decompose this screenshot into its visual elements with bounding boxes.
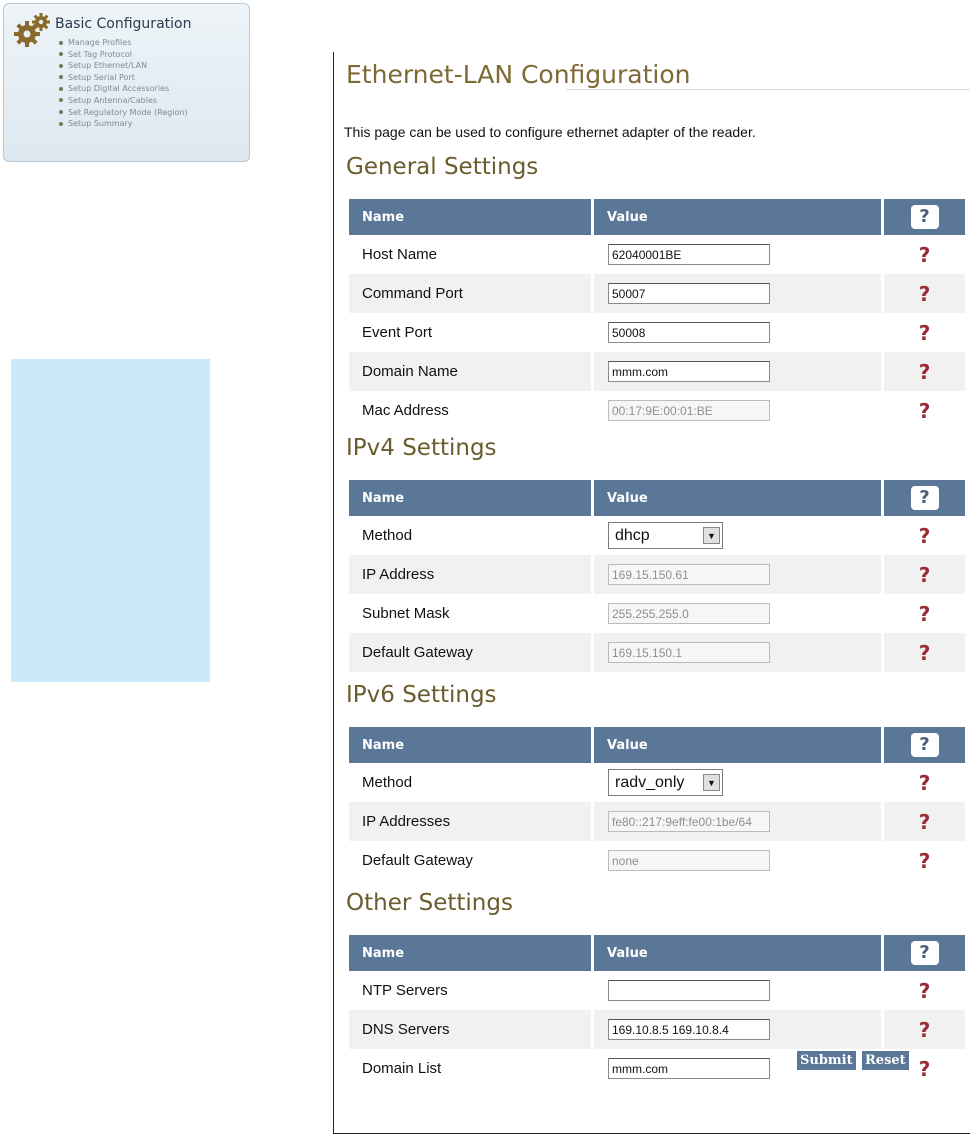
- bullet-icon: [59, 64, 63, 68]
- basic-configuration-nav: [3, 3, 250, 162]
- ipv6-method-select[interactable]: [608, 769, 723, 796]
- row-help: [884, 841, 965, 880]
- page-title: Ethernet-LAN Configuration: [346, 60, 691, 89]
- nav-title: Basic Configuration: [55, 16, 192, 32]
- command-port-input[interactable]: [608, 283, 770, 304]
- ipv6-settings-table: [349, 727, 965, 880]
- column-header-help: [884, 935, 965, 971]
- row-help: [884, 235, 965, 274]
- row-help: [884, 802, 965, 841]
- column-header-name: Name: [349, 199, 594, 235]
- help-question-icon[interactable]: ?: [918, 523, 931, 548]
- select-value: dhcp: [615, 526, 650, 544]
- side-info-panel: [11, 359, 210, 682]
- row-label-domain-name: Domain Name: [349, 352, 594, 391]
- select-value: radv_only: [615, 773, 685, 791]
- help-question-icon[interactable]: ?: [918, 1056, 931, 1081]
- nav-item-setup-digital-accessories[interactable]: [59, 83, 188, 95]
- row-value: [594, 841, 884, 880]
- help-icon[interactable]: ?: [911, 486, 939, 510]
- main-content: [333, 52, 970, 1134]
- ipv4-settings-table: [349, 480, 965, 672]
- bullet-icon: [59, 98, 63, 102]
- row-label-dns-servers: DNS Servers: [349, 1010, 594, 1049]
- chevron-down-icon: ▼: [703, 774, 720, 791]
- nav-item-setup-summary[interactable]: [59, 118, 188, 130]
- table-row: [349, 235, 965, 274]
- help-question-icon[interactable]: ?: [918, 809, 931, 834]
- row-help: [884, 555, 965, 594]
- row-value: [594, 971, 884, 1010]
- row-value: [594, 763, 884, 802]
- row-help: [884, 313, 965, 352]
- help-question-icon[interactable]: ?: [918, 640, 931, 665]
- subnet-mask-input: [608, 603, 770, 624]
- nav-item-set-tag-protocol[interactable]: [59, 49, 188, 61]
- table-row: [349, 274, 965, 313]
- ntp-servers-input[interactable]: [608, 980, 770, 1001]
- row-label-default-gateway: Default Gateway: [349, 841, 594, 880]
- help-question-icon[interactable]: ?: [918, 242, 931, 267]
- help-question-icon[interactable]: ?: [918, 848, 931, 873]
- table-row: [349, 802, 965, 841]
- table-row: [349, 971, 965, 1010]
- row-help: [884, 763, 965, 802]
- row-label-event-port: Event Port: [349, 313, 594, 352]
- table-row: [349, 313, 965, 352]
- row-label-domain-list: Domain List: [349, 1049, 594, 1088]
- row-label-subnet-mask: Subnet Mask: [349, 594, 594, 633]
- column-header-value: Value: [594, 480, 884, 516]
- table-header-row: [349, 199, 965, 235]
- bullet-icon: [59, 75, 63, 79]
- row-help: [884, 352, 965, 391]
- nav-item-label: Setup Ethernet/LAN: [68, 61, 148, 71]
- help-question-icon[interactable]: ?: [918, 398, 931, 423]
- row-label-ip-addresses: IP Addresses: [349, 802, 594, 841]
- row-value: [594, 274, 884, 313]
- row-help: [884, 594, 965, 633]
- row-label-default-gateway: Default Gateway: [349, 633, 594, 672]
- column-header-help: [884, 727, 965, 763]
- row-help: [884, 391, 965, 430]
- help-question-icon[interactable]: ?: [918, 978, 931, 1003]
- row-value: [594, 802, 884, 841]
- row-value: [594, 633, 884, 672]
- column-header-name: Name: [349, 935, 594, 971]
- row-label-method: Method: [349, 516, 594, 555]
- bullet-icon: [59, 110, 63, 114]
- row-help: [884, 274, 965, 313]
- nav-item-label: Setup Summary: [68, 119, 133, 129]
- help-question-icon[interactable]: ?: [918, 320, 931, 345]
- row-help: [884, 1010, 965, 1049]
- section-title-general: General Settings: [346, 154, 539, 180]
- row-label-method: Method: [349, 763, 594, 802]
- help-question-icon[interactable]: ?: [918, 1017, 931, 1042]
- nav-list: [59, 37, 188, 130]
- column-header-value: Value: [594, 199, 884, 235]
- nav-item-label: Set Tag Protocol: [68, 49, 133, 59]
- nav-item-setup-antenna-cables[interactable]: [59, 95, 188, 107]
- row-help: [884, 633, 965, 672]
- help-question-icon[interactable]: ?: [918, 601, 931, 626]
- row-help: [884, 971, 965, 1010]
- chevron-down-icon: ▼: [703, 527, 720, 544]
- help-question-icon[interactable]: ?: [918, 359, 931, 384]
- section-title-ipv4: IPv4 Settings: [346, 435, 497, 461]
- table-row: [349, 841, 965, 880]
- table-row: [349, 352, 965, 391]
- bullet-icon: [59, 122, 63, 126]
- help-question-icon[interactable]: ?: [918, 770, 931, 795]
- row-label-host-name: Host Name: [349, 235, 594, 274]
- table-header-row: [349, 727, 965, 763]
- row-help: [884, 516, 965, 555]
- reset-button[interactable]: Reset: [862, 1051, 909, 1070]
- row-label-ip-address: IP Address: [349, 555, 594, 594]
- section-title-other: Other Settings: [346, 890, 513, 916]
- help-icon[interactable]: ?: [911, 205, 939, 229]
- nav-item-set-regulatory-mode[interactable]: [59, 107, 188, 119]
- general-settings-table: [349, 199, 965, 430]
- nav-item-label: Manage Profiles: [68, 38, 132, 47]
- nav-item-setup-ethernet-lan[interactable]: [59, 60, 188, 72]
- row-value: [594, 1010, 884, 1049]
- section-title-ipv6: IPv6 Settings: [346, 682, 497, 708]
- bullet-icon: [59, 52, 63, 56]
- nav-item-label: Setup Antenna/Cables: [68, 95, 158, 105]
- table-row: [349, 391, 965, 430]
- domain-name-input[interactable]: [608, 361, 770, 382]
- table-header-row: [349, 935, 965, 971]
- ipv6-ip-addresses-input: [608, 811, 770, 832]
- bullet-icon: [59, 87, 63, 91]
- table-row: [349, 633, 965, 672]
- help-icon[interactable]: ?: [911, 941, 939, 965]
- submit-button[interactable]: Submit: [797, 1051, 856, 1070]
- table-row: [349, 1010, 965, 1049]
- table-row: [349, 516, 965, 555]
- row-value: [594, 391, 884, 430]
- page-description: This page can be used to configure ethernet adapter of the reader.: [344, 124, 756, 140]
- nav-item-setup-serial-port[interactable]: [59, 72, 188, 84]
- dns-servers-input[interactable]: [608, 1019, 770, 1040]
- nav-item-label: Setup Digital Accessories: [68, 84, 170, 94]
- help-question-icon[interactable]: ?: [918, 562, 931, 587]
- domain-list-input[interactable]: [608, 1058, 770, 1079]
- ipv6-default-gateway-input: [608, 850, 770, 871]
- ipv4-default-gateway-input: [608, 642, 770, 663]
- table-row: [349, 763, 965, 802]
- row-value: [594, 313, 884, 352]
- row-value: [594, 352, 884, 391]
- column-header-value: Value: [594, 935, 884, 971]
- help-question-icon[interactable]: ?: [918, 281, 931, 306]
- column-header-name: Name: [349, 480, 594, 516]
- table-row: [349, 555, 965, 594]
- row-value: [594, 555, 884, 594]
- gears-icon: [13, 12, 51, 50]
- nav-item-label: Set Regulatory Mode (Region): [68, 107, 188, 117]
- row-value: [594, 516, 884, 555]
- nav-item-label: Setup Serial Port: [68, 72, 135, 82]
- row-value: [594, 594, 884, 633]
- event-port-input[interactable]: [608, 322, 770, 343]
- table-header-row: [349, 480, 965, 516]
- ipv4-method-select[interactable]: [608, 522, 723, 549]
- host-name-input[interactable]: [608, 244, 770, 265]
- help-icon[interactable]: ?: [911, 733, 939, 757]
- row-value: [594, 235, 884, 274]
- nav-item-manage-profiles[interactable]: [59, 37, 188, 49]
- mac-address-input: [608, 400, 770, 421]
- column-header-name: Name: [349, 727, 594, 763]
- title-divider: [566, 89, 970, 90]
- row-label-command-port: Command Port: [349, 274, 594, 313]
- column-header-help: [884, 480, 965, 516]
- column-header-help: [884, 199, 965, 235]
- column-header-value: Value: [594, 727, 884, 763]
- row-label-mac-address: Mac Address: [349, 391, 594, 430]
- table-row: [349, 594, 965, 633]
- row-label-ntp-servers: NTP Servers: [349, 971, 594, 1010]
- ipv4-ip-address-input: [608, 564, 770, 585]
- bullet-icon: [59, 41, 63, 45]
